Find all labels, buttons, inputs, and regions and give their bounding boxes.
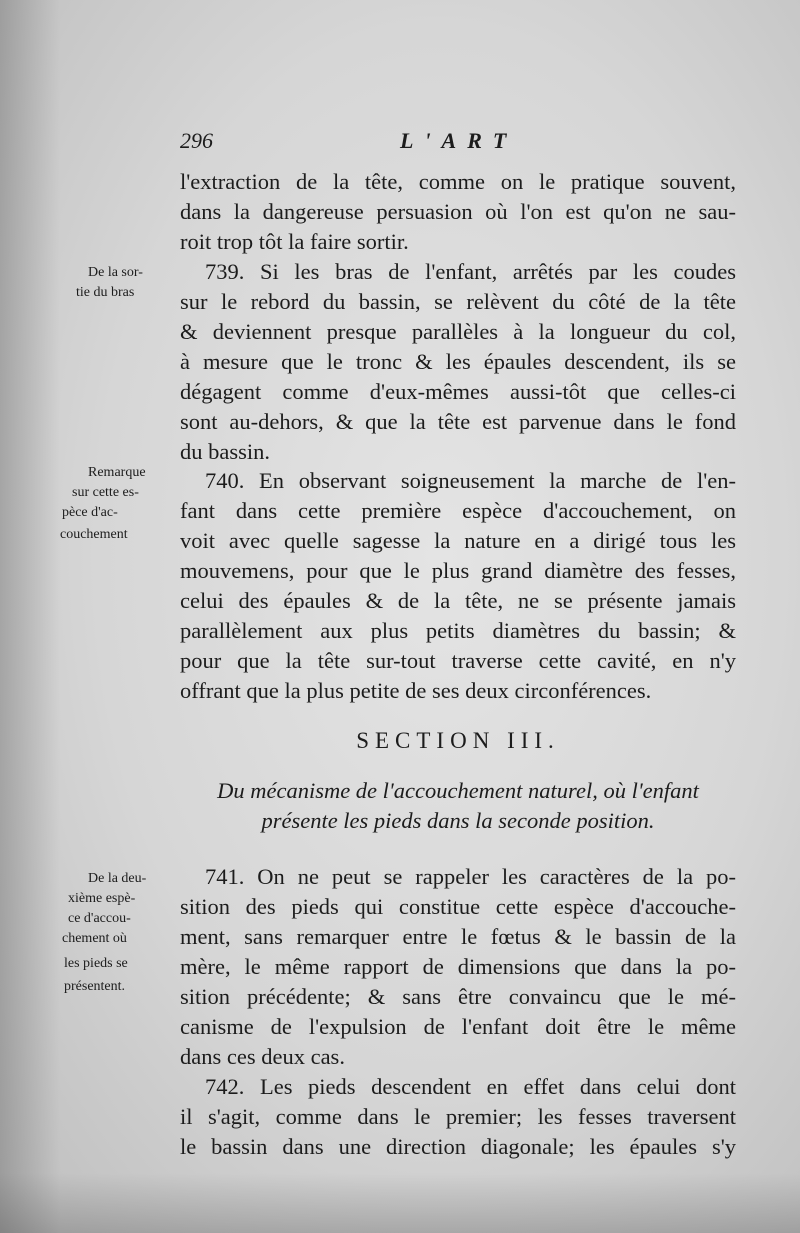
page-header [180, 128, 740, 158]
text-line: dégagent comme d'eux-mêmes aussi-tôt que celles-ci [180, 379, 736, 404]
text-line: sition précédente; & sans être convaincu que le mé- [180, 984, 736, 1009]
text-line: parallèlement aux plus petits diamètres du bassin; & [180, 618, 736, 643]
margin-note-line: De la deu- [88, 871, 147, 886]
text-line: voit avec quelle sagesse la nature en a dirigé tous les [180, 528, 736, 553]
text-line: à mesure que le tronc & les épaules descendent, ils se [180, 349, 736, 374]
gutter-shadow [0, 0, 60, 1233]
text-line: mouvemens, pour que le plus grand diamètre des fesses, [180, 558, 736, 583]
text-line: dans la dangereuse persuasion où l'on est qu'on ne sau- [180, 199, 736, 224]
page-number: 296 [180, 128, 213, 153]
text-line: sition des pieds qui constitue cette espèce d'accouche- [180, 894, 736, 919]
text-line: ment, sans remarquer entre le fœtus & le bassin de la [180, 924, 736, 949]
paragraph-739-start: 739. Si les bras de l'enfant, arrêtés par les coudes [205, 259, 736, 284]
text-line: roit trop tôt la faire sortir. [180, 229, 409, 254]
margin-note-line: tie du bras [76, 285, 135, 300]
paragraph-741-start: 741. On ne peut se rappeler les caractères de la po- [205, 864, 736, 889]
text-line: l'extraction de la tête, comme on le pratique souvent, [180, 169, 736, 194]
text-line: canisme de l'expulsion de l'enfant doit être le même [180, 1014, 736, 1039]
text-line: mère, le même rapport de dimensions que dans la po- [180, 954, 736, 979]
text-line: offrant que la plus petite de ses deux circonférences. [180, 678, 652, 703]
paragraph-742-start: 742. Les pieds descendent en effet dans celui dont [205, 1074, 736, 1099]
text-line: dans ces deux cas. [180, 1044, 345, 1069]
text-line: sur le rebord du bassin, se relèvent du côté de la tête [180, 289, 736, 314]
margin-note-line: couchement [60, 527, 128, 542]
text-line: fant dans cette première espèce d'accouchement, on [180, 498, 736, 523]
section-subtitle: présente les pieds dans la seconde position. [261, 808, 655, 833]
margin-note-line: chement où [62, 931, 127, 946]
text-line: celui des épaules & de la tête, ne se présente jamais [180, 588, 736, 613]
text-line: du bassin. [180, 439, 270, 464]
running-head: L'ART [400, 128, 518, 153]
margin-note-line: De la sor- [88, 265, 143, 280]
text-line: & deviennent presque parallèles à la longueur du col, [180, 319, 736, 344]
margin-note-line: Remarque [88, 465, 146, 480]
margin-note-line: ce d'accou- [68, 911, 131, 926]
text-line: il s'agit, comme dans le premier; les fesses traversent [180, 1104, 736, 1129]
margin-note-line: sur cette es- [72, 485, 139, 500]
section-title: SECTION III. [356, 728, 560, 753]
margin-note-line: pèce d'ac- [62, 505, 118, 520]
text-line: le bassin dans une direction diagonale; les épaules s'y [180, 1134, 736, 1159]
text-line: pour que la tête sur-tout traverse cette cavité, en n'y [180, 648, 736, 673]
bottom-shadow [0, 1173, 800, 1233]
section-subtitle: Du mécanisme de l'accouchement naturel, où l'enfant [217, 778, 699, 803]
paragraph-740-start: 740. En observant soigneusement la marche de l'en- [205, 468, 736, 493]
margin-note-line: les pieds se [64, 956, 128, 971]
text-line: sont au-dehors, & que la tête est parvenue dans le fond [180, 409, 736, 434]
margin-note-line: présentent. [64, 979, 126, 994]
margin-note-line: xième espè- [68, 891, 136, 906]
